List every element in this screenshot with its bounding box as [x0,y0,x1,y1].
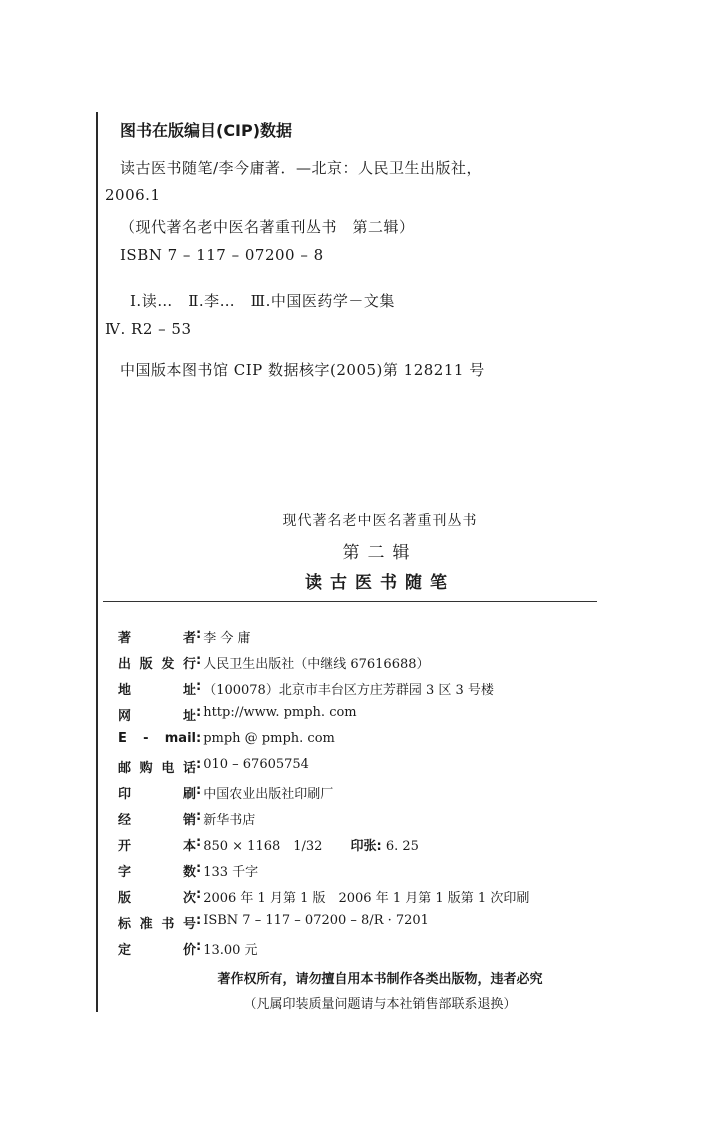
cip-line-5: Ⅰ.读… Ⅱ.李… Ⅲ.中国医药学－文集 [130,292,395,310]
colophon-row: 字数 : 133 千字 [118,861,259,880]
colophon-row: 开本 : 850 × 1168 1/32 印张: 6. 25 [118,835,419,854]
colophon-value: 6. 25 [385,839,419,854]
return-note: （凡属印装质量问题请与本社销售部联系退换） [243,997,517,1012]
colophon-value: pmph @ pmph. com [203,731,335,746]
series-title: 现代著名老中医名著重刊丛书 [282,513,478,529]
colophon-label: 版次 [118,891,196,906]
colophon-label: 印张 [350,839,377,854]
colophon-label: 定价 [118,943,196,958]
cip-line-3: （现代著名老中医名著重刊丛书 第二辑） [120,218,415,236]
colophon-value: 13.00 元 [203,943,258,958]
cip-title: 图书在版编目(CIP)数据 [120,121,293,140]
colophon-label: 出版发行 [118,657,196,672]
colophon-row: 网址 : http://www. pmph. com [118,705,357,724]
colophon-row: E - mail : pmph @ pmph. com [118,731,335,746]
volume-title: 第二辑 [342,543,418,563]
colophon-value: 133 千字 [203,865,259,880]
colophon-value: 新华书店 [203,813,256,828]
colophon-label: 字数 [118,865,196,880]
colophon-label: 邮购电话 [118,761,196,776]
colophon-label: 地址 [118,683,196,698]
cip-line-6: Ⅳ. R2 – 53 [105,320,192,338]
colophon-row: 定价 : 13.00 元 [118,939,258,958]
colophon-value: 2006 年 1 月第 1 版 2006 年 1 月第 1 版第 1 次印刷 [203,891,530,906]
colophon-label: 标准书号 [118,917,196,932]
colophon-row: 经销 : 新华书店 [118,809,256,828]
divider [103,601,597,602]
book-title: 读古医书随笔 [305,573,455,593]
colophon-value: 人民卫生出版社（中继线 67616688） [203,657,430,672]
colophon-value: http://www. pmph. com [203,705,357,720]
margin-rule [96,112,98,1012]
cip-line-4: ISBN 7 – 117 – 07200 – 8 [120,246,324,264]
colophon-row: 邮购电话 : 010 – 67605754 [118,757,309,776]
colophon-label: E - mail [118,731,196,746]
cip-line-1: 读古医书随笔/李今庸著．—北京：人民卫生出版社， [120,159,483,177]
cip-line-2: 2006.1 [105,186,161,204]
colophon-value: 李 今 庸 [203,631,251,646]
colophon-row: 出版发行 : 人民卫生出版社（中继线 67616688） [118,653,430,672]
colophon-value: ISBN 7 – 117 – 07200 – 8/R · 7201 [203,913,429,928]
colophon-value: 850 × 1168 1/32 [203,839,323,854]
colophon-row: 地址 : （100078）北京市丰台区方庄芳群园 3 区 3 号楼 [118,679,494,698]
colophon-label: 网址 [118,709,196,724]
colophon-label: 开本 [118,839,196,854]
colophon-row: 标准书号 : ISBN 7 – 117 – 07200 – 8/R · 7201 [118,913,429,932]
colophon-label: 印刷 [118,787,196,802]
colophon-row: 著者 : 李 今 庸 [118,627,251,646]
colophon-label: 著者 [118,631,196,646]
colophon-row: 印刷 : 中国农业出版社印刷厂 [118,783,334,802]
colophon-label: 经销 [118,813,196,828]
colophon-value: 中国农业出版社印刷厂 [203,787,334,802]
copyright-notice: 著作权所有，请勿擅自用本书制作各类出版物，违者必究 [217,972,543,987]
colophon-value: （100078）北京市丰台区方庄芳群园 3 区 3 号楼 [203,683,494,698]
colophon-value: 010 – 67605754 [203,757,309,772]
colophon-row: 版次 : 2006 年 1 月第 1 版 2006 年 1 月第 1 版第 1 次印刷 [118,887,530,906]
cip-line-7: 中国版本图书馆 CIP 数据核字(2005)第 128211 号 [120,361,485,379]
